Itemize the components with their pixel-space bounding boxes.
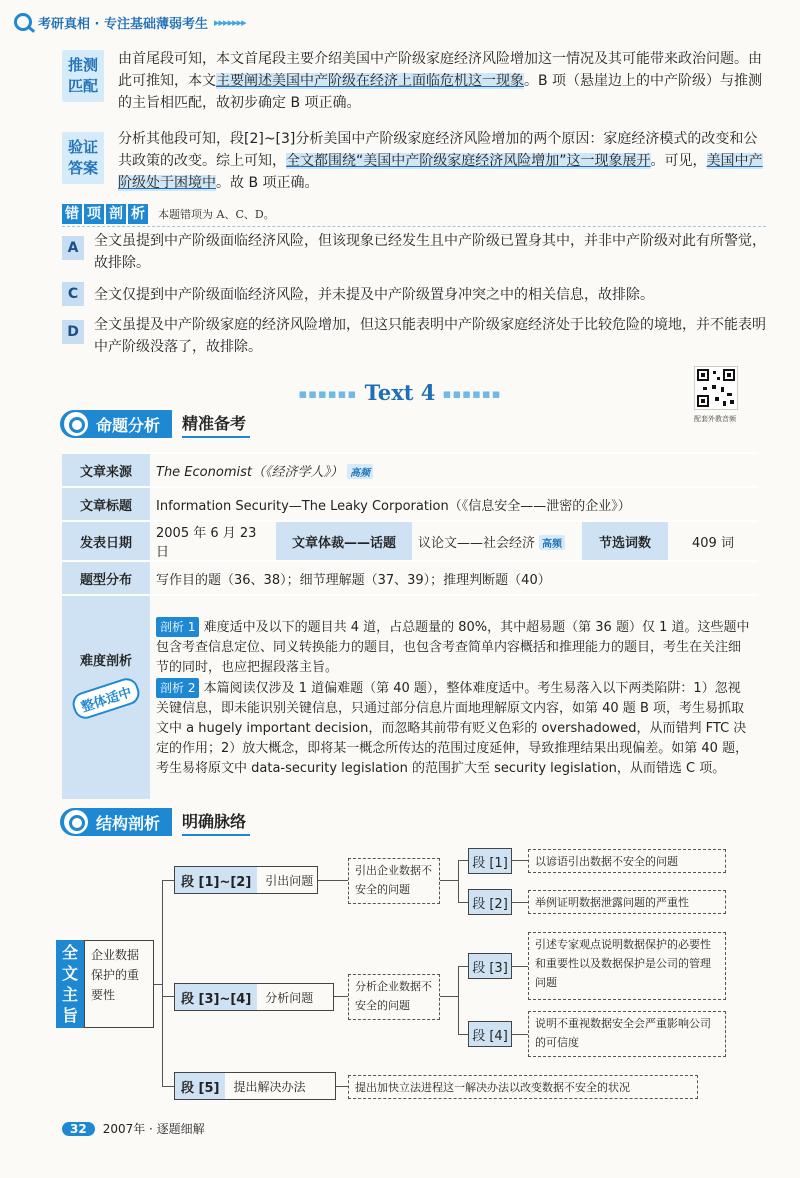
node-para-3-desc: 引述专家观点说明数据保护的必要性和重要性以及数据保护是公司的管理问题	[528, 932, 726, 1000]
footer-text: 2007年 · 逐题细解	[102, 1122, 205, 1136]
node-para-4: 段 [4]	[468, 1021, 512, 1047]
connector	[512, 860, 528, 861]
connector	[458, 966, 459, 1034]
section-title: ▪▪▪▪▪▪ Text 4 ▪▪▪▪▪▪	[298, 380, 502, 405]
connector	[440, 880, 458, 881]
title-dots-left-icon: ▪▪▪▪▪▪	[298, 387, 358, 402]
connector	[512, 966, 528, 967]
connector	[512, 902, 528, 903]
connector	[440, 996, 458, 997]
page-number: 32	[62, 1122, 95, 1136]
structure-subtitle: 明确脉络	[182, 809, 250, 836]
analysis-pill: 命题分析	[60, 410, 172, 438]
qr-label: 配套外教音频	[694, 415, 736, 423]
verify-paragraph: 分析其他段可知，段[2]~[3]分析美国中产阶级家庭经济风险增加的两个原因：家庭经济模式的改变和公共政策的改变。综上可知，全文都围绕“美国中产阶级家庭经济风险增加”这一现象展开。可见，美国中产阶级处于困境中。故 B 项正确。	[118, 131, 763, 191]
branch-3-summary: 提出加快立法进程这一解决办法以改变数据不安全的状况	[348, 1075, 698, 1099]
connector	[458, 1034, 468, 1035]
connector	[458, 966, 468, 967]
row-difficulty: 难度剖析 整体适中 剖析 1 难度适中及以下的题目共 4 道，占总题量的 80%，其中超易题（第 36 题）仅 1 道。这些题中包含考查信息定位、同义转换能力的题目，也包含考查简单内容概括和推理能力的题目，考生在关注细节的同时，也应把握段落主旨。 剖析 2 本篇阅读仅涉及 1 道偏难题（第 40 题），整体难度适中。考生易落入以下两类陷阱：1）忽视关键信息，即未能识别关键信息，只通过部分信息片面地理解原文内容，如第 40 题 B 项，考生易抓取文中 a hugely important decision，而忽略其前带有贬义色彩的 overshadowed，从而错判 FTC 决定的作用；2）放大概念，即将某一概念所传达的范围过度延伸，导致推理结果出现偏差。如第 40 题，考生易将原文中 data-security legislation 的范围扩大至 security legislation，从而错选 C 项。	[62, 595, 758, 799]
header-arrows-icon: ▸▸▸▸▸▸▸	[214, 15, 246, 29]
analysis-subtitle: 精准备考	[182, 411, 250, 438]
connector	[162, 880, 163, 1086]
structure-pill: 结构剖析	[60, 808, 172, 836]
node-para-4-desc: 说明不重视数据安全会严重影响公司的可信度	[528, 1011, 726, 1057]
connector	[318, 880, 348, 881]
page-footer	[62, 1120, 205, 1137]
badge-frequent: 高频	[347, 464, 373, 479]
branch-para-3-4: 段 [3]~[4] 分析问题	[174, 983, 334, 1011]
infer-paragraph: 由首尾段可知，本文首尾段主要介绍美国中产阶级家庭经济风险增加这一情况及其可能带来政治问题。由此可推知，本文主要阐述美国中产阶级在经济上面临危机这一现象。B 项（悬崖边上的中产阶级）与推测的主旨相匹配，故初步确定 B 项正确。	[118, 51, 763, 111]
title-dots-right-icon: ▪▪▪▪▪▪	[442, 387, 502, 402]
branch-1-summary: 引出企业数据不安全的问题	[348, 858, 440, 904]
error-analysis-label: 错 项 剖 析	[62, 204, 150, 224]
error-option-c: C 全文仅提到中产阶级面临经济风险，并未提及中产阶级置身冲突之中的相关信息，故排除。	[62, 280, 766, 306]
connector	[154, 984, 162, 985]
error-option-d: D 全文虽提及中产阶级家庭的经济风险增加，但这只能表明中产阶级家庭经济处于比较危险的境地，并不能表明中产阶级没落了，故排除。	[62, 314, 766, 358]
error-note: 本题错项为 A、C、D。	[158, 208, 275, 221]
badge-frequent: 高频	[539, 535, 565, 550]
root-label: 全文主旨	[56, 940, 84, 1028]
branch-2-summary: 分析企业数据不安全的问题	[348, 974, 440, 1020]
tag-verify-answer: 验证答案	[62, 132, 104, 184]
node-para-3: 段 [3]	[468, 953, 512, 979]
connector	[458, 860, 459, 902]
branch-para-1-2: 段 [1]~[2] 引出问题	[174, 866, 318, 894]
header-title: 考研真相 · 专注基础薄弱考生	[38, 16, 208, 32]
connector	[162, 996, 174, 997]
connector	[162, 880, 174, 881]
root-text: 企业数据保护的重要性	[84, 940, 154, 1028]
row-title: 文章标题 Information Security—The Leaky Corporation（《信息安全——泄密的企业》）	[62, 487, 758, 521]
node-para-2: 段 [2]	[468, 889, 512, 915]
overall-moderate-stamp: 整体适中	[69, 675, 142, 722]
node-para-2-desc: 举例证明数据泄露问题的严重性	[528, 890, 726, 914]
node-para-1: 段 [1]	[468, 848, 512, 874]
connector	[458, 902, 468, 903]
row-date: 发表日期 2005 年 6 月 23 日 文章体裁——话题 议论文——社会经济 高频 节选词数 409 词	[62, 521, 758, 561]
connector	[336, 1086, 348, 1087]
node-para-1-desc: 以谚语引出数据不安全的问题	[528, 849, 726, 873]
error-option-a: A 全文虽提到中产阶级面临经济风险，但该现象已经发生且中产阶级已置身其中，并非中产阶级对此有所警觉，故排除。	[62, 230, 766, 274]
row-question-types: 题型分布 写作目的题（36、38）；细节理解题（37、39）；推理判断题（40）	[62, 561, 758, 595]
tag-infer-match: 推测匹配	[62, 50, 104, 102]
connector	[458, 860, 468, 861]
connector	[512, 1034, 528, 1035]
branch-para-5: 段 [5] 提出解决办法	[174, 1072, 336, 1100]
difficulty-text: 剖析 1 难度适中及以下的题目共 4 道，占总题量的 80%，其中超易题（第 36 题）仅 1 道。这些题中包含考查信息定位、同义转换能力的题目，也包含考查简单内容概括和推理能力的题目，考生在关注细节的同时，也应把握段落主旨。 剖析 2 本篇阅读仅涉及 1 道偏难题（第 40 题），整体难度适中。考生易落入以下两类陷阱：1）忽视关键信息，即未能识别关键信息，只通过部分信息片面地理解原文内容，如第 40 题 B 项，考生易抓取文中 a hugely important decision，而忽略其前带有贬义色彩的 overshadowed，从而错判 FTC 决定的作用；2）放大概念，即将某一概念所传达的范围过度延伸，导致推理结果出现偏差。如第 40 题，考生易将原文中 data-security legislation 的范围扩大至 security legislation，从而错选 C 项。	[150, 595, 758, 799]
row-source: 文章来源 The Economist（《经济学人》） 高频	[62, 453, 758, 487]
connector	[162, 1086, 174, 1087]
connector	[334, 996, 348, 997]
